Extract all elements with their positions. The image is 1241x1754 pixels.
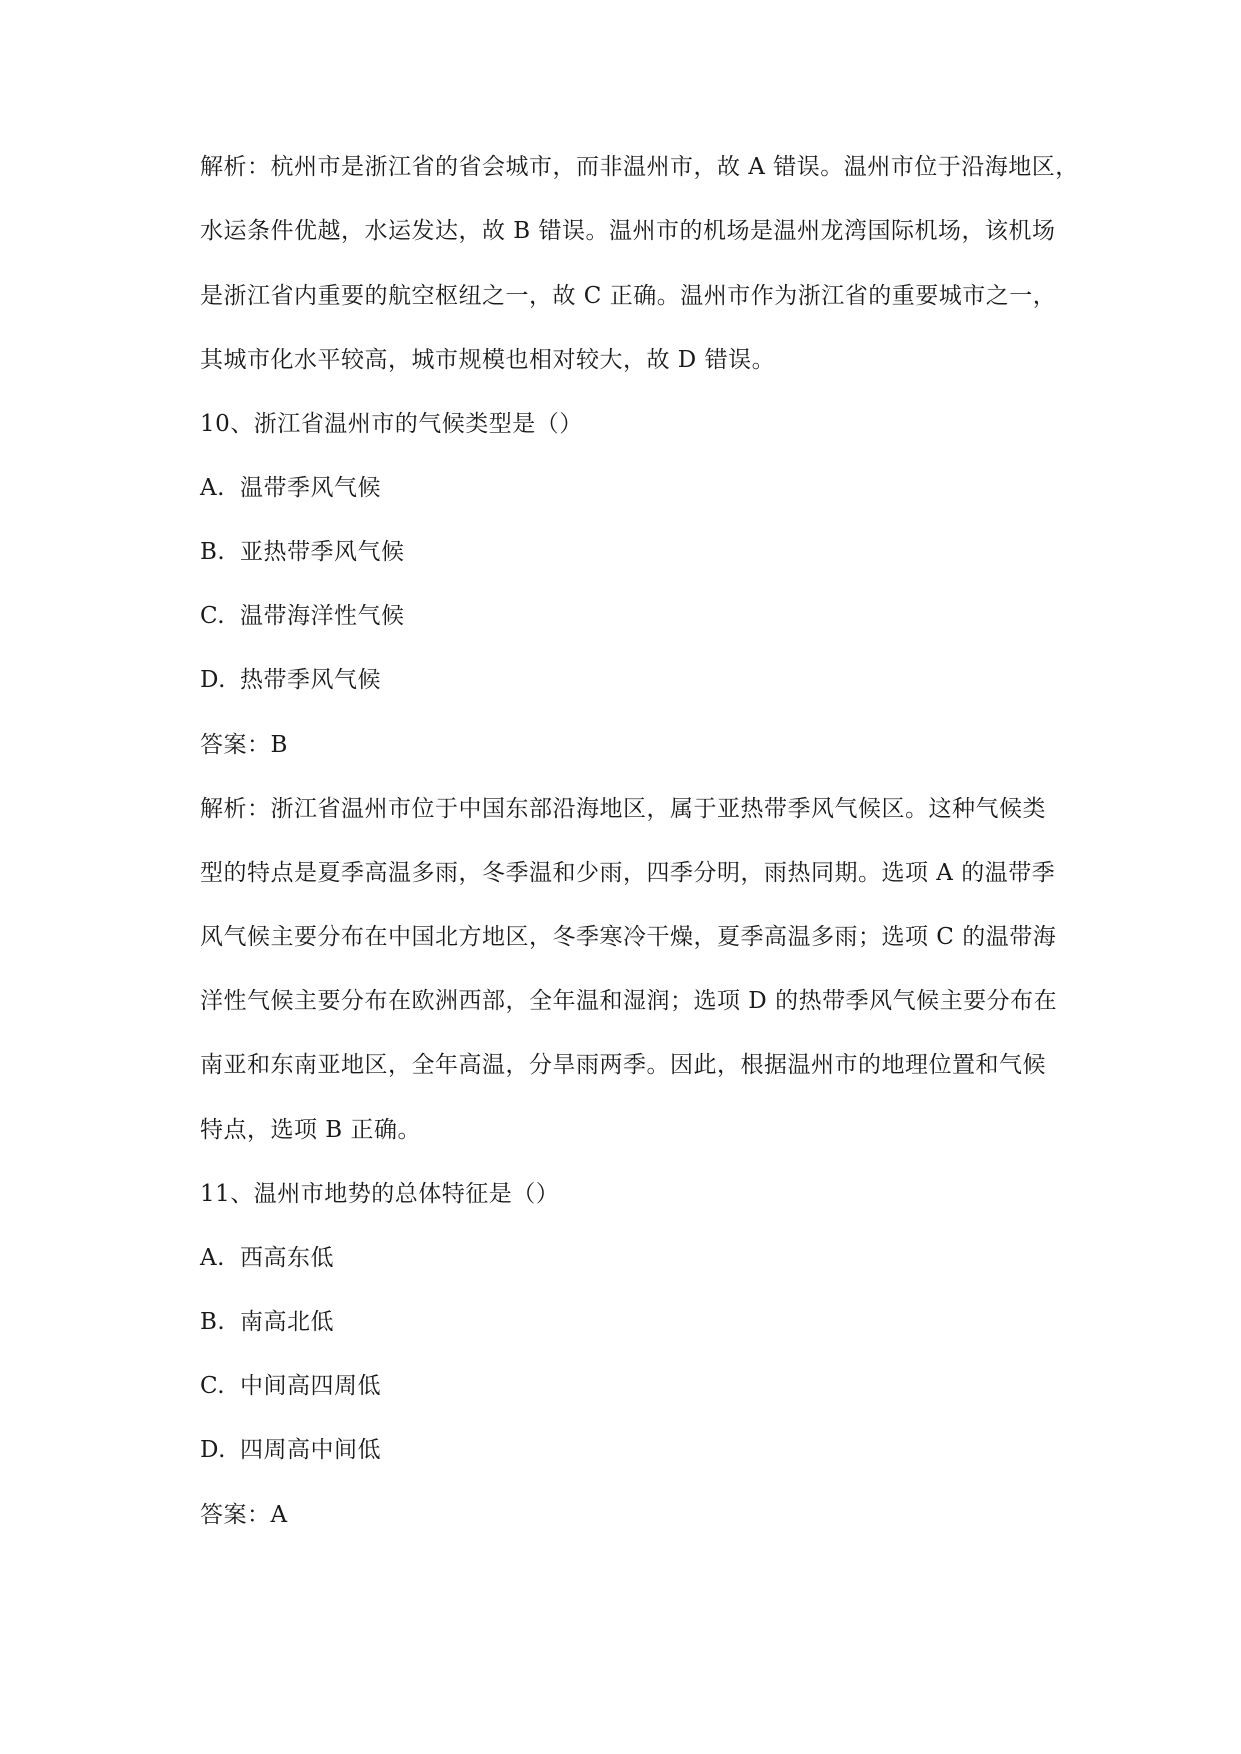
q10-option-b <box>200 536 405 568</box>
option-text: 温带海洋性气候 <box>240 603 405 629</box>
q11-option-c <box>200 1370 381 1402</box>
q10-analysis-line: 型的特点是夏季高温多雨，冬季温和少雨，四季分明，雨热同期。选项 A 的温带季 <box>200 860 1056 886</box>
q10-option-a <box>200 472 381 504</box>
option-text: 亚热带季风气候 <box>240 539 405 565</box>
q10-analysis-line: 风气候主要分布在中国北方地区，冬季寒冷干燥，夏季高温多雨；选项 C 的温带海 <box>200 924 1057 950</box>
option-text: 热带季风气候 <box>240 667 381 693</box>
option-text: 中间高四周低 <box>240 1373 381 1399</box>
q11-option-b <box>200 1306 334 1338</box>
q10-analysis-line: 洋性气候主要分布在欧洲西部，全年温和湿润；选项 D 的热带季风气候主要分布在 <box>200 988 1058 1014</box>
option-text: 四周高中间低 <box>240 1437 381 1463</box>
q9-analysis-line: 解析：杭州市是浙江省的省会城市，而非温州市，故 A 错误。温州市位于沿海地区， <box>200 154 1079 180</box>
q9-analysis-line: 水运条件优越，水运发达，故 B 错误。温州市的机场是温州龙湾国际机场，该机场 <box>200 218 1056 244</box>
option-letter: A. <box>200 1245 225 1271</box>
q10-analysis-line: 南亚和东南亚地区，全年高温，分旱雨两季。因此，根据温州市的地理位置和气候 <box>200 1052 1046 1078</box>
option-letter: A. <box>200 475 225 501</box>
q11-question: 11、温州市地势的总体特征是（） <box>200 1181 560 1207</box>
q10-answer: 答案：B <box>200 732 288 758</box>
q9-analysis-line: 其城市化水平较高，城市规模也相对较大，故 D 错误。 <box>200 347 776 373</box>
q11-option-a <box>200 1242 334 1274</box>
option-letter: B. <box>200 1309 226 1335</box>
q10-option-d <box>200 664 381 696</box>
option-letter: B. <box>200 539 226 565</box>
q11-option-d <box>200 1434 381 1466</box>
q10-analysis-line: 特点，选项 B 正确。 <box>200 1117 422 1143</box>
q10-question: 10、浙江省温州市的气候类型是（） <box>200 411 583 437</box>
q9-analysis-line: 是浙江省内重要的航空枢纽之一，故 C 正确。温州市作为浙江省的重要城市之一， <box>200 283 1057 309</box>
option-text: 南高北低 <box>240 1309 334 1335</box>
option-letter: C. <box>200 1373 226 1399</box>
option-letter: D. <box>200 1437 226 1463</box>
q11-answer: 答案：A <box>200 1502 288 1528</box>
option-text: 温带季风气候 <box>240 475 381 501</box>
q10-analysis-line: 解析：浙江省温州市位于中国东部沿海地区，属于亚热带季风气候区。这种气候类 <box>200 796 1046 822</box>
q10-option-c <box>200 600 405 632</box>
option-text: 西高东低 <box>240 1245 334 1271</box>
option-letter: D. <box>200 667 226 693</box>
option-letter: C. <box>200 603 226 629</box>
